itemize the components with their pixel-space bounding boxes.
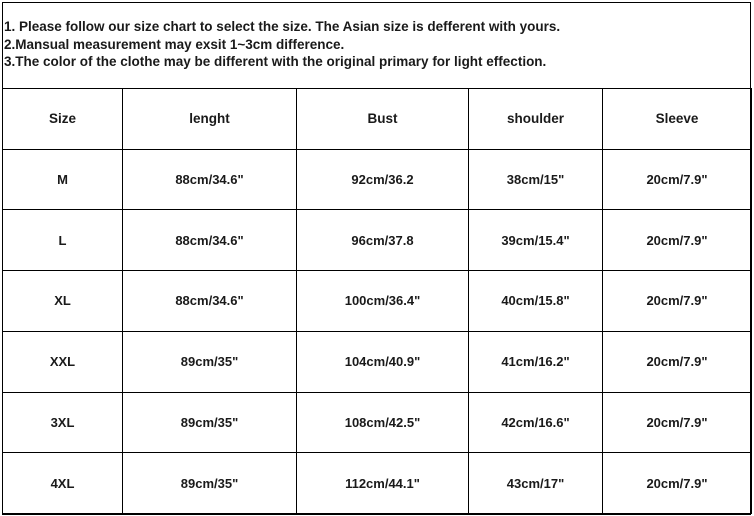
table-header-row (3, 89, 752, 150)
size-notes (4, 18, 744, 71)
cell-size: XL (3, 271, 123, 332)
header-length: lenght (123, 89, 297, 150)
cell-sleeve: 20cm/7.9" (603, 392, 752, 453)
cell-bust: 108cm/42.5" (297, 392, 469, 453)
table-row (3, 149, 752, 210)
cell-bust: 104cm/40.9" (297, 331, 469, 392)
cell-size: L (3, 210, 123, 271)
cell-sleeve: 20cm/7.9" (603, 149, 752, 210)
table-row (3, 331, 752, 392)
cell-length: 89cm/35" (123, 392, 297, 453)
cell-length: 89cm/35" (123, 331, 297, 392)
cell-bust: 96cm/37.8 (297, 210, 469, 271)
cell-shoulder: 42cm/16.6" (469, 392, 603, 453)
note-1: 1. Please follow our size chart to select the size. The Asian size is defferent with yours. (4, 19, 561, 34)
cell-bust: 100cm/36.4" (297, 271, 469, 332)
cell-shoulder: 40cm/15.8" (469, 271, 603, 332)
cell-length: 88cm/34.6" (123, 271, 297, 332)
cell-sleeve: 20cm/7.9" (603, 331, 752, 392)
cell-size: M (3, 149, 123, 210)
table-row (3, 453, 752, 514)
header-bust: Bust (297, 89, 469, 150)
cell-shoulder: 41cm/16.2" (469, 331, 603, 392)
table-row (3, 392, 752, 453)
header-sleeve: Sleeve (603, 89, 752, 150)
cell-bust: 112cm/44.1" (297, 453, 469, 514)
cell-length: 88cm/34.6" (123, 149, 297, 210)
cell-shoulder: 39cm/15.4" (469, 210, 603, 271)
cell-shoulder: 43cm/17" (469, 453, 603, 514)
cell-size: XXL (3, 331, 123, 392)
cell-sleeve: 20cm/7.9" (603, 210, 752, 271)
cell-bust: 92cm/36.2 (297, 149, 469, 210)
cell-sleeve: 20cm/7.9" (603, 453, 752, 514)
note-2: 2.Mansual measurement may exsit 1~3cm difference. (4, 36, 345, 52)
note-3: 3.The color of the clothe may be different with the original primary for light effection. (4, 54, 547, 69)
cell-sleeve: 20cm/7.9" (603, 271, 752, 332)
cell-length: 88cm/34.6" (123, 210, 297, 271)
cell-size: 3XL (3, 392, 123, 453)
table-row (3, 210, 752, 271)
cell-size: 4XL (3, 453, 123, 514)
cell-length: 89cm/35" (123, 453, 297, 514)
header-shoulder: shoulder (469, 89, 603, 150)
header-size: Size (3, 89, 123, 150)
cell-shoulder: 38cm/15" (469, 149, 603, 210)
table-row (3, 271, 752, 332)
size-chart-table (2, 88, 752, 514)
